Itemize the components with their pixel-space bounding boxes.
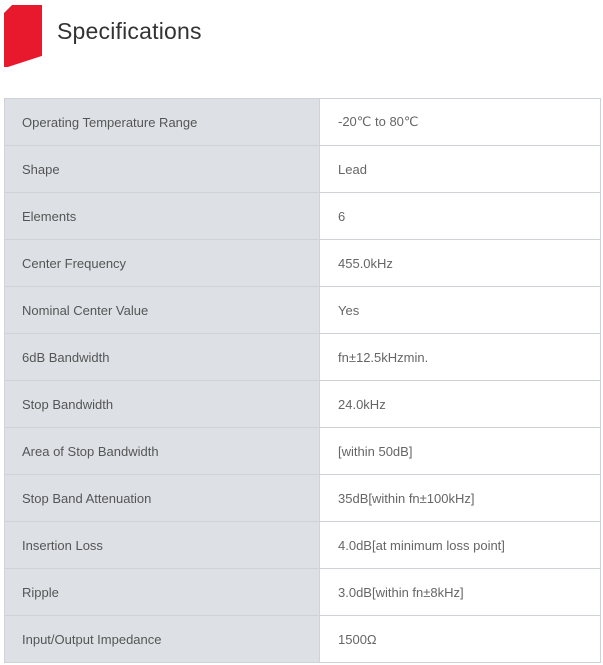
spec-value: fn±12.5kHzmin. [320,334,601,381]
table-row [5,428,601,475]
table-row [5,569,601,616]
specifications-table [4,98,601,663]
spec-label: Center Frequency [5,240,320,287]
spec-label: Input/Output Impedance [5,616,320,663]
spec-value: 1500Ω [320,616,601,663]
table-row [5,99,601,146]
table-row [5,522,601,569]
spec-value: -20℃ to 80℃ [320,99,601,146]
table-row [5,240,601,287]
spec-label: Ripple [5,569,320,616]
spec-label: Shape [5,146,320,193]
spec-value: 3.0dB[within fn±8kHz] [320,569,601,616]
section-accent-mark [4,5,42,67]
spec-value: 455.0kHz [320,240,601,287]
spec-label: Stop Bandwidth [5,381,320,428]
table-row [5,193,601,240]
spec-value: 4.0dB[at minimum loss point] [320,522,601,569]
spec-value: 24.0kHz [320,381,601,428]
spec-label: Stop Band Attenuation [5,475,320,522]
spec-value: Lead [320,146,601,193]
table-row [5,475,601,522]
page-title: Specifications [57,18,202,44]
spec-label: Elements [5,193,320,240]
table-row [5,334,601,381]
spec-value: 35dB[within fn±100kHz] [320,475,601,522]
section-header [0,0,603,98]
spec-label: 6dB Bandwidth [5,334,320,381]
table-row [5,146,601,193]
spec-label: Area of Stop Bandwidth [5,428,320,475]
spec-label: Operating Temperature Range [5,99,320,146]
spec-value: Yes [320,287,601,334]
spec-label: Nominal Center Value [5,287,320,334]
table-row [5,616,601,663]
table-row [5,287,601,334]
spec-value: [within 50dB] [320,428,601,475]
spec-label: Insertion Loss [5,522,320,569]
table-row [5,381,601,428]
spec-value: 6 [320,193,601,240]
